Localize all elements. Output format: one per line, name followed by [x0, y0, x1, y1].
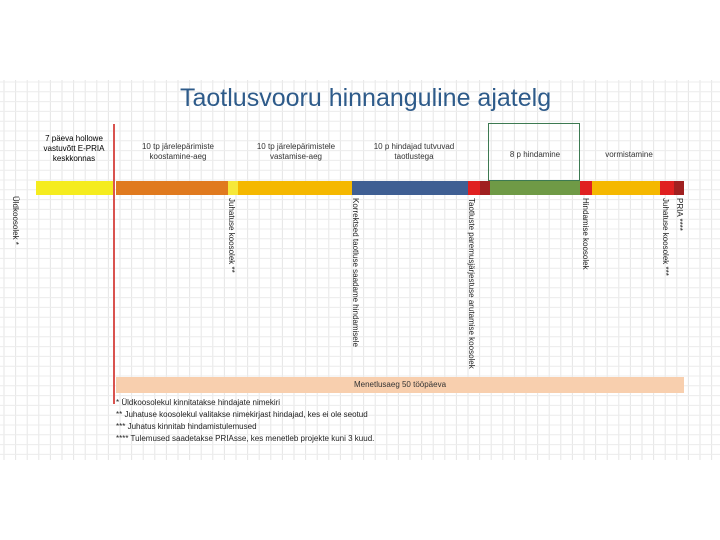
bar-review: [352, 181, 468, 195]
phase-label-queries: 10 tp järelepärimiste koostamine-aeg: [141, 142, 215, 161]
bar-answers: [238, 181, 352, 195]
bar-evaluation-meeting: [580, 181, 592, 195]
event-ranking-meeting: Taotluste paremusjärjestuse arutamise koosolek: [467, 198, 476, 369]
phase-label-answers: 10 tp järelepärimistele vastamise-aeg: [256, 142, 336, 161]
event-send-to-evaluation: Korrektsed taotluse saadame hindamisele: [351, 198, 360, 347]
page-title: Taotlusvooru hinnanguline ajatelg: [180, 84, 552, 112]
bar-ranking-meeting: [468, 181, 480, 195]
footnote-1: * Üldkoosolekul kinnitatakse hindajate nimekiri: [116, 398, 281, 407]
processing-time-bar: Menetlusaeg 50 tööpäeva: [116, 377, 684, 393]
event-pria: PRIA ****: [675, 198, 684, 231]
bar-formalization: [592, 181, 660, 195]
event-evaluation-meeting: Hindamise koosolek: [581, 198, 590, 270]
bar-board-meeting: [228, 181, 238, 195]
event-board-meeting: Juhatuse koosolek **: [227, 198, 236, 273]
bar-pria: [674, 181, 684, 195]
event-general-meeting: Üldkoosolek *: [11, 196, 20, 245]
bar-evaluation: [490, 181, 580, 195]
phase-label-reception: 7 päeva hollowe vastuvõtt E-PRIA keskkonnas: [43, 134, 105, 163]
bar-queries: [116, 181, 228, 195]
phase-label-review: 10 p hindajad tutvuvad taotlustega: [373, 142, 455, 161]
footnote-3: *** Juhatus kinnitab hindamistulemused: [116, 422, 257, 431]
start-marker-line: [113, 124, 115, 404]
phase-label-formalization: vormistamine: [605, 150, 653, 159]
footnote-4: **** Tulemused saadetakse PRIAsse, kes menetleb projekte kuni 3 kuud.: [116, 434, 375, 443]
phase-label-evaluation: 8 p hindamine: [509, 150, 561, 159]
event-final-board-meeting: Juhatuse koosolek ***: [661, 198, 670, 276]
bar-final-board: [660, 181, 674, 195]
footnote-2: ** Juhatuse koosolekul valitakse nimekirjast hindajad, kes ei ole seotud: [116, 410, 368, 419]
bar-reception: [36, 181, 114, 195]
bar-ranking-meeting-2: [480, 181, 490, 195]
